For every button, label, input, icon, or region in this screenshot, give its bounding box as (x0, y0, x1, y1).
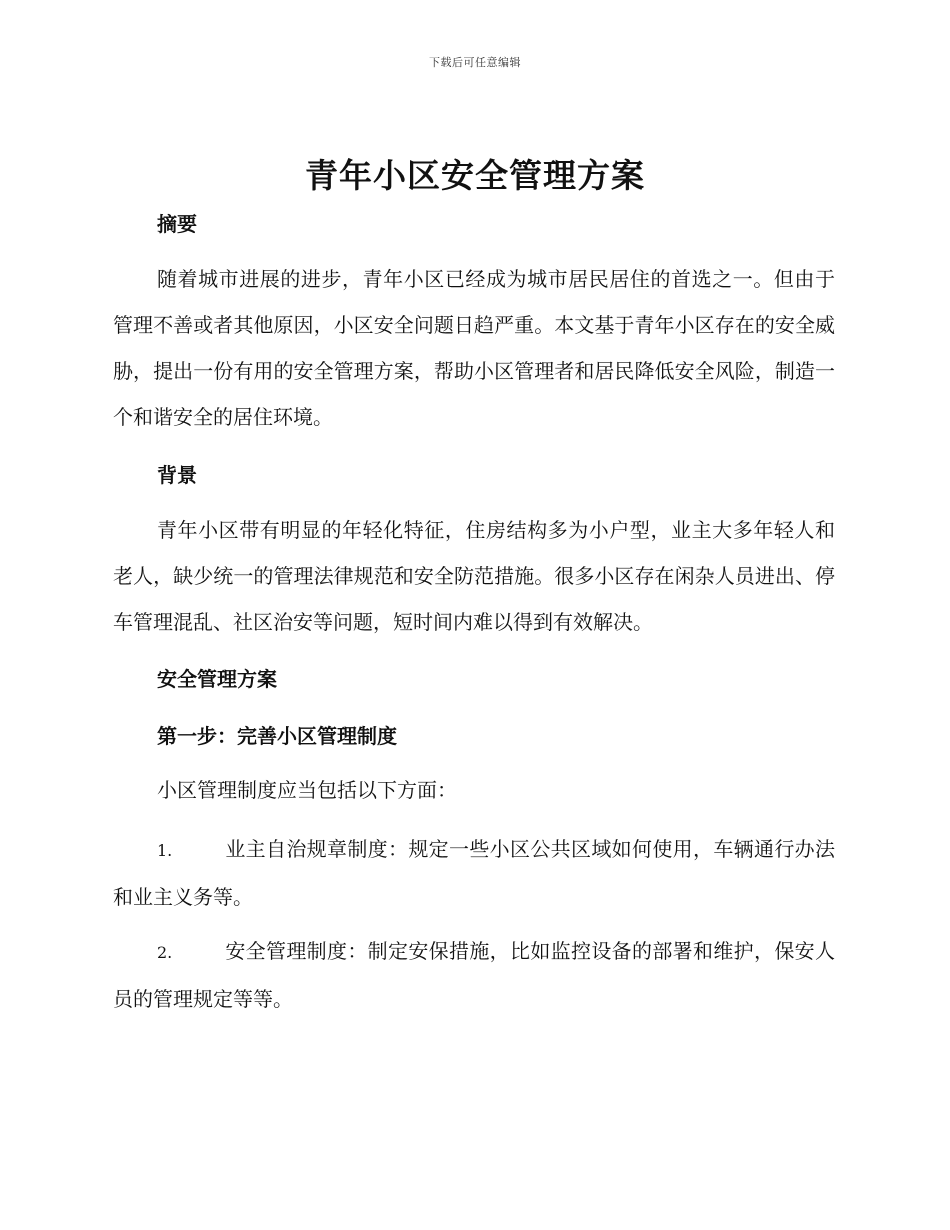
plan-heading: 安全管理方案 (157, 667, 277, 691)
list-item (113, 928, 835, 1022)
abstract-paragraph: 随着城市进展的进步，青年小区已经成为城市居民居住的首选之一。但由于管理不善或者其他原因，小区安全问题日趋严重。本文基于青年小区存在的安全威胁，提出一份有用的安全管理方案，帮助小区管理者和居民降低安全风险，制造一个和谐安全的居住环境。 (113, 267, 835, 429)
background-heading: 背景 (157, 463, 197, 487)
list-item-number: 1. (157, 841, 173, 860)
abstract-heading: 摘要 (157, 212, 197, 236)
background-paragraph: 青年小区带有明显的年轻化特征，住房结构多为小户型，业主大多年轻人和老人，缺少统一的管理法律规范和安全防范措施。很多小区存在闲杂人员进出、停车管理混乱、社区治安等问题，短时间内难以得到有效解决。 (113, 518, 835, 634)
step1-intro: 小区管理制度应当包括以下方面： (157, 778, 457, 802)
step1-heading: 第一步：完善小区管理制度 (157, 724, 397, 748)
list-item-number: 2. (157, 943, 173, 962)
list-item (113, 826, 835, 920)
list-item-text: 安全管理制度：制定安保措施，比如监控设备的部署和维护，保安人员的管理规定等等。 (113, 939, 835, 1011)
document-title: 青年小区安全管理方案 (305, 156, 645, 195)
list-item-text: 业主自治规章制度：规定一些小区公共区域如何使用，车辆通行办法和业主义务等。 (113, 837, 835, 909)
header-note: 下载后可任意编辑 (429, 56, 521, 69)
